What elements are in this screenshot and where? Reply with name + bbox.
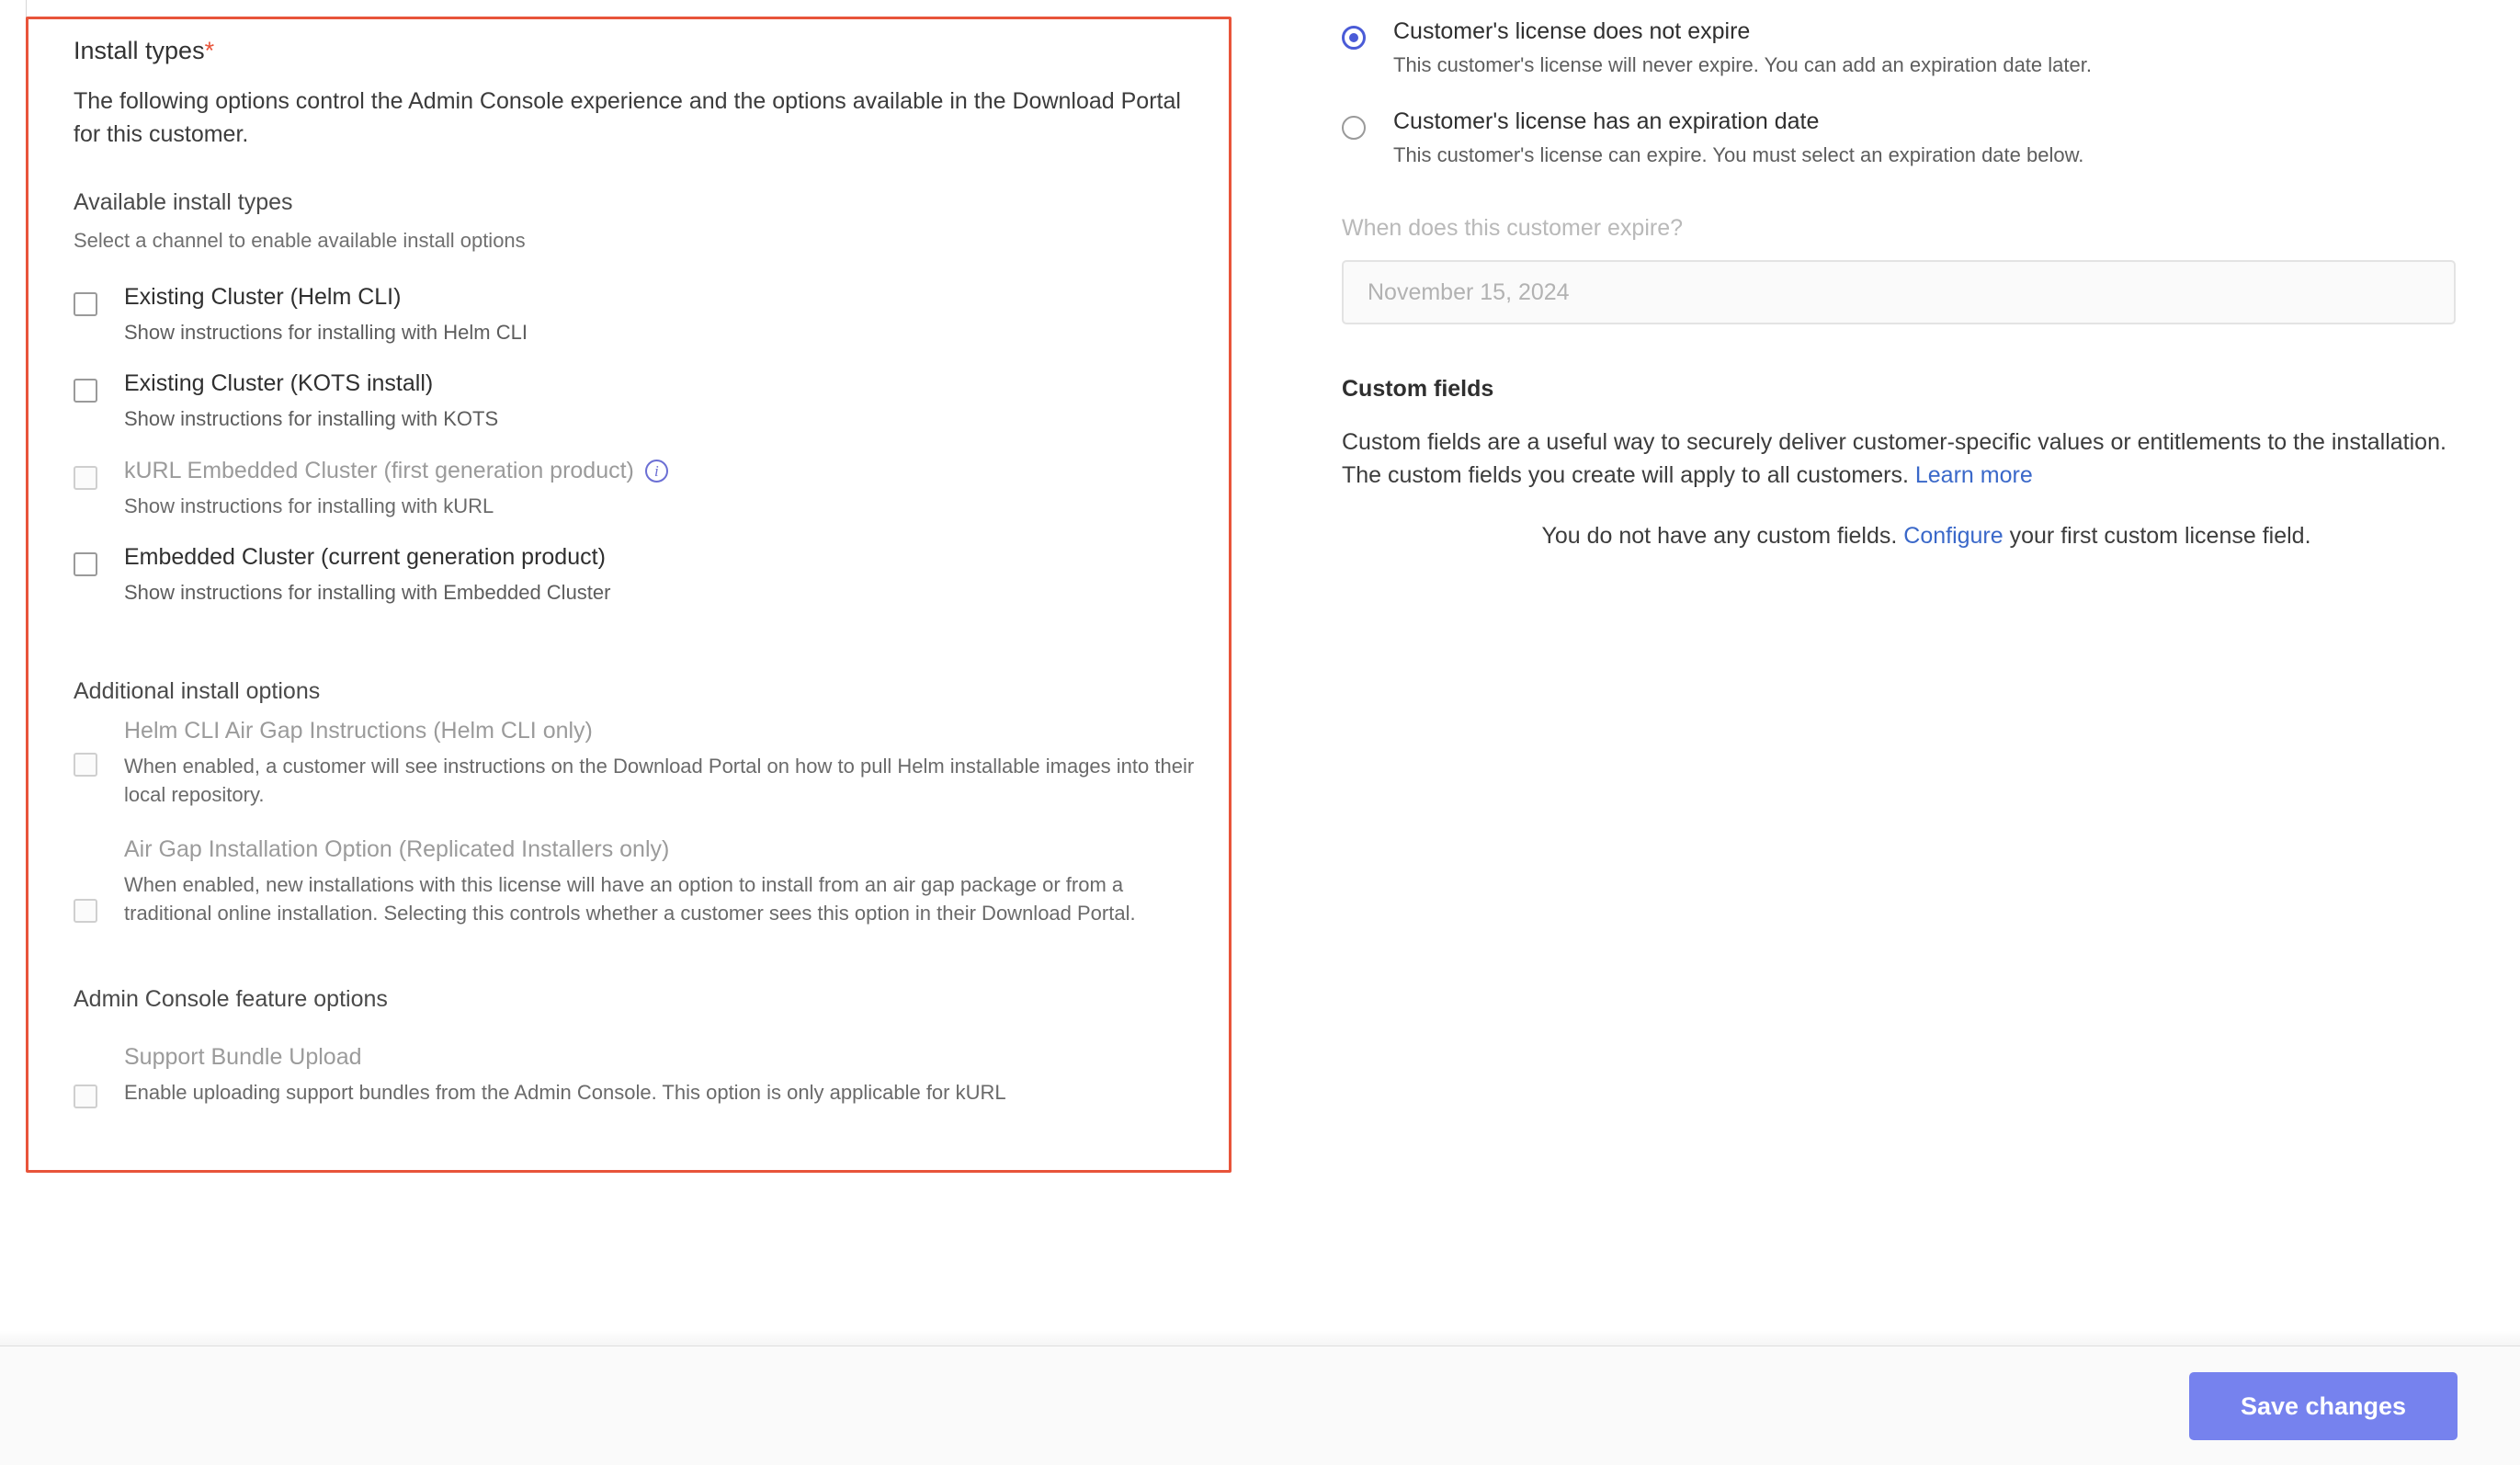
checkbox-row-existing-cluster-kots[interactable]: [74, 370, 1213, 433]
install-types-heading-label: Install types: [74, 37, 205, 64]
radio-row-has-expiration[interactable]: [1342, 108, 2456, 167]
available-install-types-heading: Available install types: [74, 189, 293, 215]
option-label-existing-cluster-kots: Existing Cluster (KOTS install): [124, 370, 434, 397]
option-title-wrap: [124, 284, 1213, 311]
footer-bar: [0, 1346, 2520, 1465]
custom-fields-description-text: Custom fields are a useful way to securely deliver customer-specific values or entitlements to the installation. The custom fields you create will apply to all customers.: [1342, 429, 2446, 488]
checkbox-helm-cli-air-gap: [74, 753, 97, 777]
option-label-air-gap-installation: Air Gap Installation Option (Replicated Installers only): [124, 836, 670, 863]
option-title-wrap: [124, 458, 1213, 484]
expiration-date-placeholder: November 15, 2024: [1368, 278, 1570, 305]
custom-fields-empty-text-1: You do not have any custom fields.: [1541, 523, 1904, 549]
custom-fields-heading: Custom fields: [1342, 376, 1494, 402]
checkbox-row-existing-cluster-helm-cli[interactable]: [74, 284, 1213, 346]
option-desc-air-gap-installation: When enabled, new installations with this license will have an option to install from an air gap package or from a traditional online installation. Selecting this controls whether a customer sees this option in their Download Portal.: [124, 873, 1136, 925]
admin-console-feature-options-heading: Admin Console feature options: [74, 985, 388, 1012]
install-types-description: The following options control the Admin Console experience and the options available in the Download Portal for this customer.: [74, 88, 1181, 147]
option-desc-existing-cluster-kots: Show instructions for installing with KOTS: [124, 407, 499, 431]
option-desc-kurl-embedded-cluster: Show instructions for installing with kURL: [124, 494, 494, 517]
option-desc-embedded-cluster: Show instructions for installing with Embedded Cluster: [124, 581, 611, 605]
checkbox-kurl-embedded-cluster: [74, 466, 97, 490]
checkbox-row-support-bundle-upload: [74, 1044, 1213, 1136]
license-expiration-column: [1287, 0, 2520, 1465]
option-desc-existing-cluster-helm-cli: Show instructions for installing with Helm CLI: [124, 321, 528, 344]
configure-link[interactable]: Configure: [1903, 523, 2004, 549]
radio-desc-has-expiration: This customer's license can expire. You must select an expiration date below.: [1393, 143, 2084, 166]
expiration-date-label: When does this customer expire?: [1342, 215, 1684, 241]
checkbox-air-gap-installation: [74, 899, 97, 923]
radio-no-expiration[interactable]: [1342, 26, 1366, 50]
option-label-support-bundle-upload: Support Bundle Upload: [124, 1043, 362, 1070]
option-label-embedded-cluster: Embedded Cluster (current generation product): [124, 544, 606, 571]
custom-fields-empty-text-2: your first custom license field.: [2003, 523, 2311, 549]
info-icon[interactable]: i: [645, 460, 668, 483]
custom-fields-description: [1342, 426, 2458, 492]
radio-desc-no-expiration: This customer's license will never expire. You can add an expiration date later.: [1393, 53, 2092, 76]
expiration-date-input[interactable]: [1342, 260, 2456, 324]
option-label-existing-cluster-helm-cli: Existing Cluster (Helm CLI): [124, 284, 402, 310]
option-title-wrap: [124, 1044, 1213, 1071]
available-install-types-subtext: Select a channel to enable available install options: [74, 229, 526, 252]
checkbox-row-kurl-embedded-cluster: [74, 458, 1213, 520]
custom-fields-empty-state: [1342, 523, 2456, 550]
radio-label-no-expiration: Customer's license does not expire: [1393, 18, 1751, 44]
option-title-wrap: [124, 370, 1213, 397]
radio-has-expiration[interactable]: [1342, 116, 1366, 140]
learn-more-link[interactable]: Learn more: [1914, 461, 2033, 488]
option-title-wrap: [124, 544, 1213, 571]
checkbox-support-bundle-upload: [74, 1085, 97, 1108]
checkbox-existing-cluster-kots[interactable]: [74, 379, 97, 403]
option-label-helm-cli-air-gap: Helm CLI Air Gap Instructions (Helm CLI only): [124, 718, 593, 744]
additional-install-options-heading: Additional install options: [74, 678, 321, 705]
radio-label-has-expiration: Customer's license has an expiration date: [1393, 108, 1820, 134]
checkbox-embedded-cluster[interactable]: [74, 552, 97, 576]
option-title-wrap: [124, 836, 1213, 863]
save-changes-button[interactable]: Save changes: [2189, 1372, 2458, 1440]
option-desc-helm-cli-air-gap: When enabled, a customer will see instructions on the Download Portal on how to pull Helm installable images into their local repository.: [124, 755, 1195, 806]
checkbox-row-air-gap-installation: [74, 836, 1213, 927]
radio-row-no-expiration[interactable]: [1342, 18, 2456, 77]
checkbox-row-embedded-cluster[interactable]: [74, 544, 1213, 607]
checkbox-row-helm-cli-air-gap: [74, 718, 1213, 809]
option-title-wrap: [124, 718, 1213, 744]
option-desc-clip: [124, 1079, 1213, 1136]
install-types-heading: [74, 37, 1213, 65]
required-asterisk: *: [204, 37, 215, 64]
checkbox-existing-cluster-helm-cli[interactable]: [74, 292, 97, 316]
option-label-kurl-embedded-cluster: kURL Embedded Cluster (first generation product): [124, 457, 634, 483]
option-desc-support-bundle-upload: Enable uploading support bundles from the Admin Console. This option is only applicable for kURL: [124, 1080, 1006, 1104]
